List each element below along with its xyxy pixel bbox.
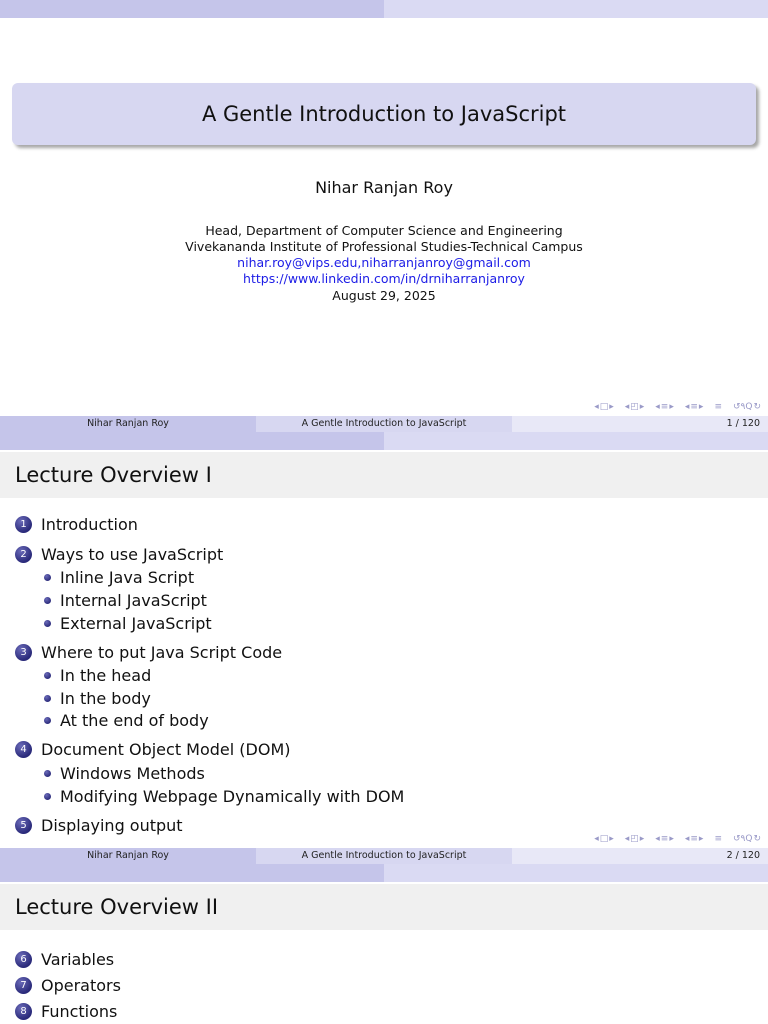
section-icon[interactable]: ◂≡▸: [655, 834, 675, 844]
subsection-icon[interactable]: ◂◰▸: [624, 402, 646, 412]
top-strip-right: [384, 432, 768, 450]
subsection-item[interactable]: [44, 614, 212, 633]
section-next-icon[interactable]: ◂≡▸: [684, 402, 705, 412]
section-label: Displaying output: [41, 816, 183, 835]
subsection-item[interactable]: [44, 764, 205, 783]
section-next-icon[interactable]: ◂≡▸: [684, 834, 705, 844]
overview-section[interactable]: [15, 950, 114, 969]
slide-title: A Gentle Introduction to JavaScript: [12, 83, 756, 145]
author-position: Head, Department of Computer Science and Engineering: [205, 223, 563, 238]
section-label: Introduction: [41, 515, 138, 534]
top-strip-left: [0, 864, 384, 882]
subsection-item[interactable]: [44, 591, 207, 610]
overview-section[interactable]: [15, 515, 138, 534]
section-label: Ways to use JavaScript: [41, 545, 224, 564]
bullet-icon: [44, 770, 51, 777]
subsection-item[interactable]: [44, 568, 194, 587]
section-number-badge: 1: [15, 516, 32, 533]
email-link[interactable]: nihar.roy@vips.edu,niharranjanroy@gmail.com: [237, 255, 531, 270]
presentation-date: August 29, 2025: [332, 288, 436, 303]
bullet-icon: [44, 695, 51, 702]
section-number-badge: 8: [15, 1003, 32, 1020]
section-label: Variables: [41, 950, 115, 969]
bullet-icon: [44, 672, 51, 679]
subsection-item[interactable]: [44, 787, 404, 806]
subsection-label: External JavaScript: [60, 614, 212, 633]
subsection-label: Inline Java Script: [60, 568, 195, 587]
bullet-icon: [44, 793, 51, 800]
subsection-label: Windows Methods: [60, 764, 205, 783]
section-number-badge: 2: [15, 546, 32, 563]
subsection-label: In the body: [60, 689, 151, 708]
overview-section[interactable]: [15, 740, 291, 759]
bullet-icon: [44, 620, 51, 627]
footer-slide-1: [0, 416, 768, 432]
bullet-icon: [44, 597, 51, 604]
overview-section[interactable]: [15, 643, 282, 662]
slide-heading: Lecture Overview II: [0, 884, 768, 930]
section-number-badge: 7: [15, 977, 32, 994]
overview-section[interactable]: [15, 1002, 117, 1021]
author-name: Nihar Ranjan Roy: [315, 178, 453, 197]
footer-author: Nihar Ranjan Roy: [0, 848, 256, 864]
overview-section[interactable]: [15, 976, 121, 995]
top-strip-left: [0, 432, 384, 450]
overview-section[interactable]: [15, 545, 223, 564]
section-label: Where to put Java Script Code: [41, 643, 283, 662]
search-icon[interactable]: ↺٩Q↻: [732, 402, 762, 412]
section-label: Functions: [41, 1002, 118, 1021]
subsection-label: Internal JavaScript: [60, 591, 207, 610]
bullet-icon: [44, 574, 51, 581]
overview-section[interactable]: [15, 816, 183, 835]
footer-author: Nihar Ranjan Roy: [0, 416, 256, 432]
footer-page-number: 1 / 120: [512, 416, 768, 432]
align-icon[interactable]: ≡: [714, 834, 723, 844]
section-icon[interactable]: ◂≡▸: [655, 402, 675, 412]
top-strip-right: [384, 864, 768, 882]
frame-prev-icon[interactable]: ◂□▸: [594, 402, 615, 412]
slide-heading: Lecture Overview I: [0, 452, 768, 498]
subsection-item[interactable]: [44, 711, 209, 730]
subsection-item[interactable]: [44, 666, 151, 685]
linkedin-link[interactable]: https://www.linkedin.com/in/drniharranjanroy: [243, 271, 525, 286]
section-number-badge: 6: [15, 951, 32, 968]
subsection-label: At the end of body: [60, 711, 209, 730]
navigation-controls[interactable]: [594, 834, 762, 846]
subsection-item[interactable]: [44, 689, 151, 708]
section-number-badge: 3: [15, 644, 32, 661]
footer-slide-2: [0, 848, 768, 864]
align-icon[interactable]: ≡: [714, 402, 723, 412]
subsection-icon[interactable]: ◂◰▸: [624, 834, 646, 844]
section-label: Document Object Model (DOM): [41, 740, 291, 759]
navigation-controls[interactable]: [594, 402, 762, 414]
subsection-label: Modifying Webpage Dynamically with DOM: [60, 787, 405, 806]
frame-prev-icon[interactable]: ◂□▸: [594, 834, 615, 844]
section-number-badge: 4: [15, 741, 32, 758]
subsection-label: In the head: [60, 666, 152, 685]
footer-title: A Gentle Introduction to JavaScript: [256, 416, 512, 432]
search-icon[interactable]: ↺٩Q↻: [732, 834, 762, 844]
footer-page-number: 2 / 120: [512, 848, 768, 864]
top-strip-right: [384, 0, 768, 18]
footer-title: A Gentle Introduction to JavaScript: [256, 848, 512, 864]
institute-name: Vivekananda Institute of Professional Studies-Technical Campus: [185, 239, 583, 254]
section-label: Operators: [41, 976, 121, 995]
bullet-icon: [44, 717, 51, 724]
top-strip-left: [0, 0, 384, 18]
section-number-badge: 5: [15, 817, 32, 834]
